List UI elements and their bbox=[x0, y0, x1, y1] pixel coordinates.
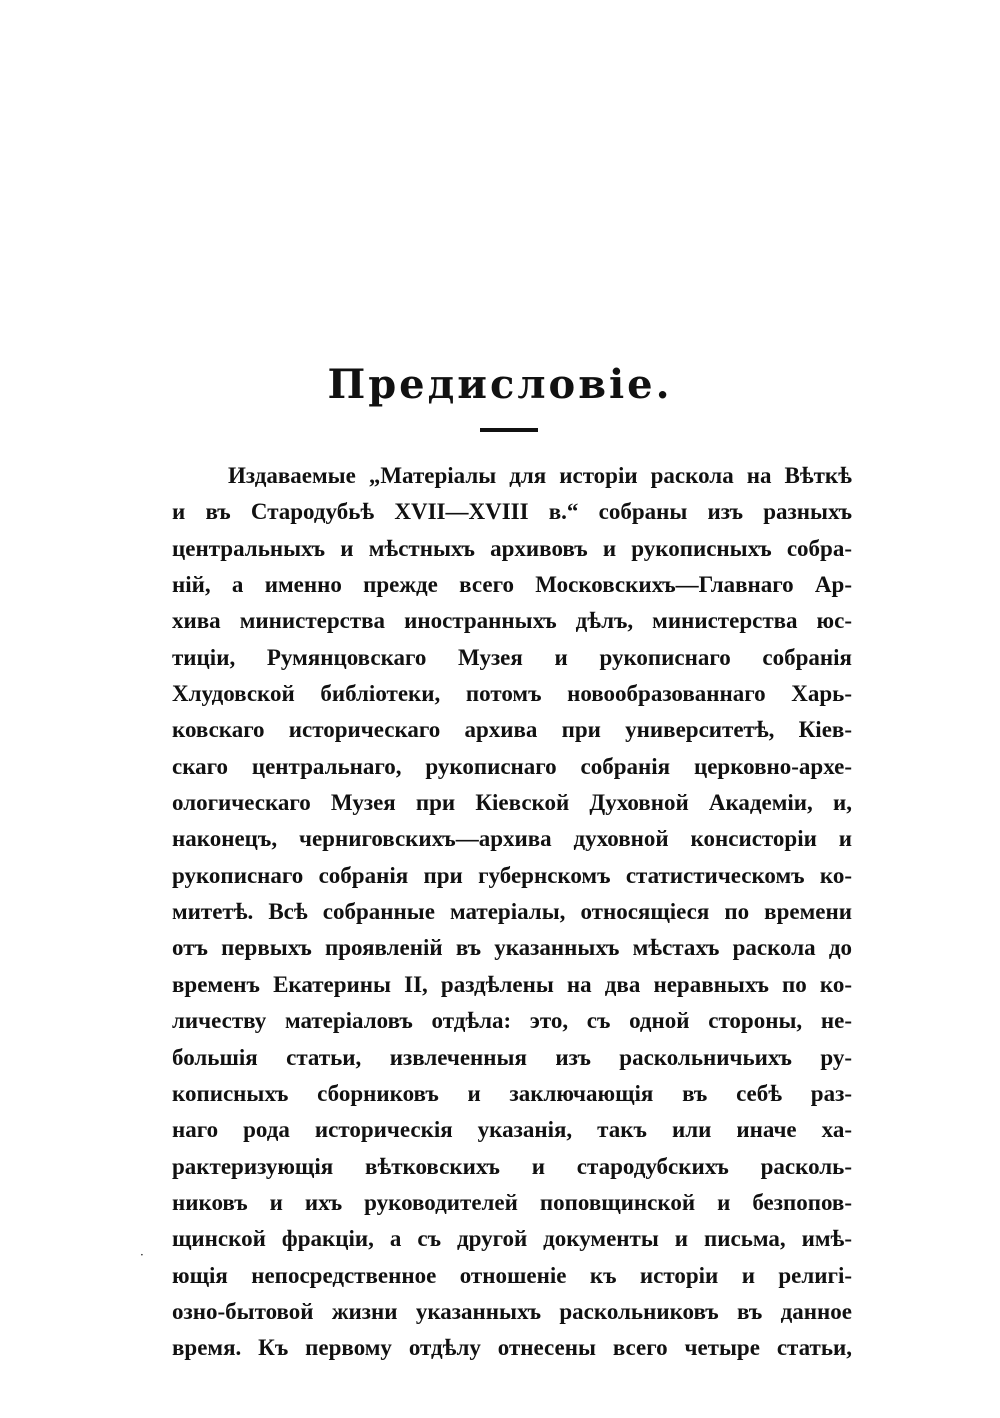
text-line: ющія непосредственное отношеніе къ исторіи и религі- bbox=[172, 1262, 852, 1288]
scan-speck: · bbox=[140, 1248, 144, 1262]
text-line: ковскаго историческаго архива при университетѣ, Кіев- bbox=[172, 717, 852, 743]
text-line: наконецъ, черниговскихъ—архива духовной консисторіи и bbox=[172, 826, 852, 852]
text-line: хива министерства иностранныхъ дѣлъ, министерства юс- bbox=[172, 608, 852, 634]
text-line: центральныхъ и мѣстныхъ архивовъ и рукописныхъ собра- bbox=[172, 535, 852, 561]
body-paragraph bbox=[172, 458, 852, 1367]
text-line: рактеризующія вѣтковскихъ и стародубскихъ расколь- bbox=[172, 1153, 852, 1179]
text-line: тиціи, Румянцовскаго Музея и рукописнаго собранія bbox=[172, 644, 852, 670]
text-line: озно-бытовой жизни указанныхъ раскольниковъ въ данное bbox=[172, 1298, 852, 1324]
text-line: время. Къ первому отдѣлу отнесены всего четыре статьи, bbox=[172, 1335, 852, 1361]
text-line: митетѣ. Всѣ собранные матеріалы, относящіеся по времени bbox=[172, 899, 852, 925]
text-line: временъ Екатерины II, раздѣлены на два неравныхъ по ко- bbox=[172, 971, 852, 997]
text-line: Издаваемые „Матеріалы для исторіи раскола на Вѣткѣ bbox=[228, 463, 852, 488]
title-divider bbox=[480, 428, 538, 432]
page-title: Предисловіе. bbox=[327, 361, 673, 408]
text-line: личеству матеріаловъ отдѣла: это, съ одной стороны, не- bbox=[172, 1008, 852, 1034]
text-line: щинской фракціи, а съ другой документы и письма, имѣ- bbox=[172, 1226, 852, 1252]
text-line: наго рода историческія указанія, такъ или иначе ха- bbox=[172, 1117, 852, 1143]
text-line: большія статьи, извлеченныя изъ раскольничьихъ ру- bbox=[172, 1044, 852, 1070]
text-line: рукописнаго собранія при губернскомъ статистическомъ ко- bbox=[172, 862, 852, 888]
text-line: ологическаго Музея при Кіевской Духовной Академіи, и, bbox=[172, 790, 852, 816]
text-line: и въ Стародубьѣ XVII—XVIII в.“ собраны изъ разныхъ bbox=[172, 499, 852, 525]
text-line: Хлудовской библіотеки, потомъ новообразованнаго Харь- bbox=[172, 681, 852, 707]
text-line: кописныхъ сборниковъ и заключающія въ себѣ раз- bbox=[172, 1080, 852, 1106]
text-line: отъ первыхъ проявленій въ указанныхъ мѣстахъ раскола до bbox=[172, 935, 852, 961]
text-line: никовъ и ихъ руководителей поповщинской и безпопов- bbox=[172, 1189, 852, 1215]
text-line: скаго центральнаго, рукописнаго собранія церковно-архе- bbox=[172, 753, 852, 779]
text-line: ній, а именно прежде всего Московскихъ—Главнаго Ар- bbox=[172, 572, 852, 598]
